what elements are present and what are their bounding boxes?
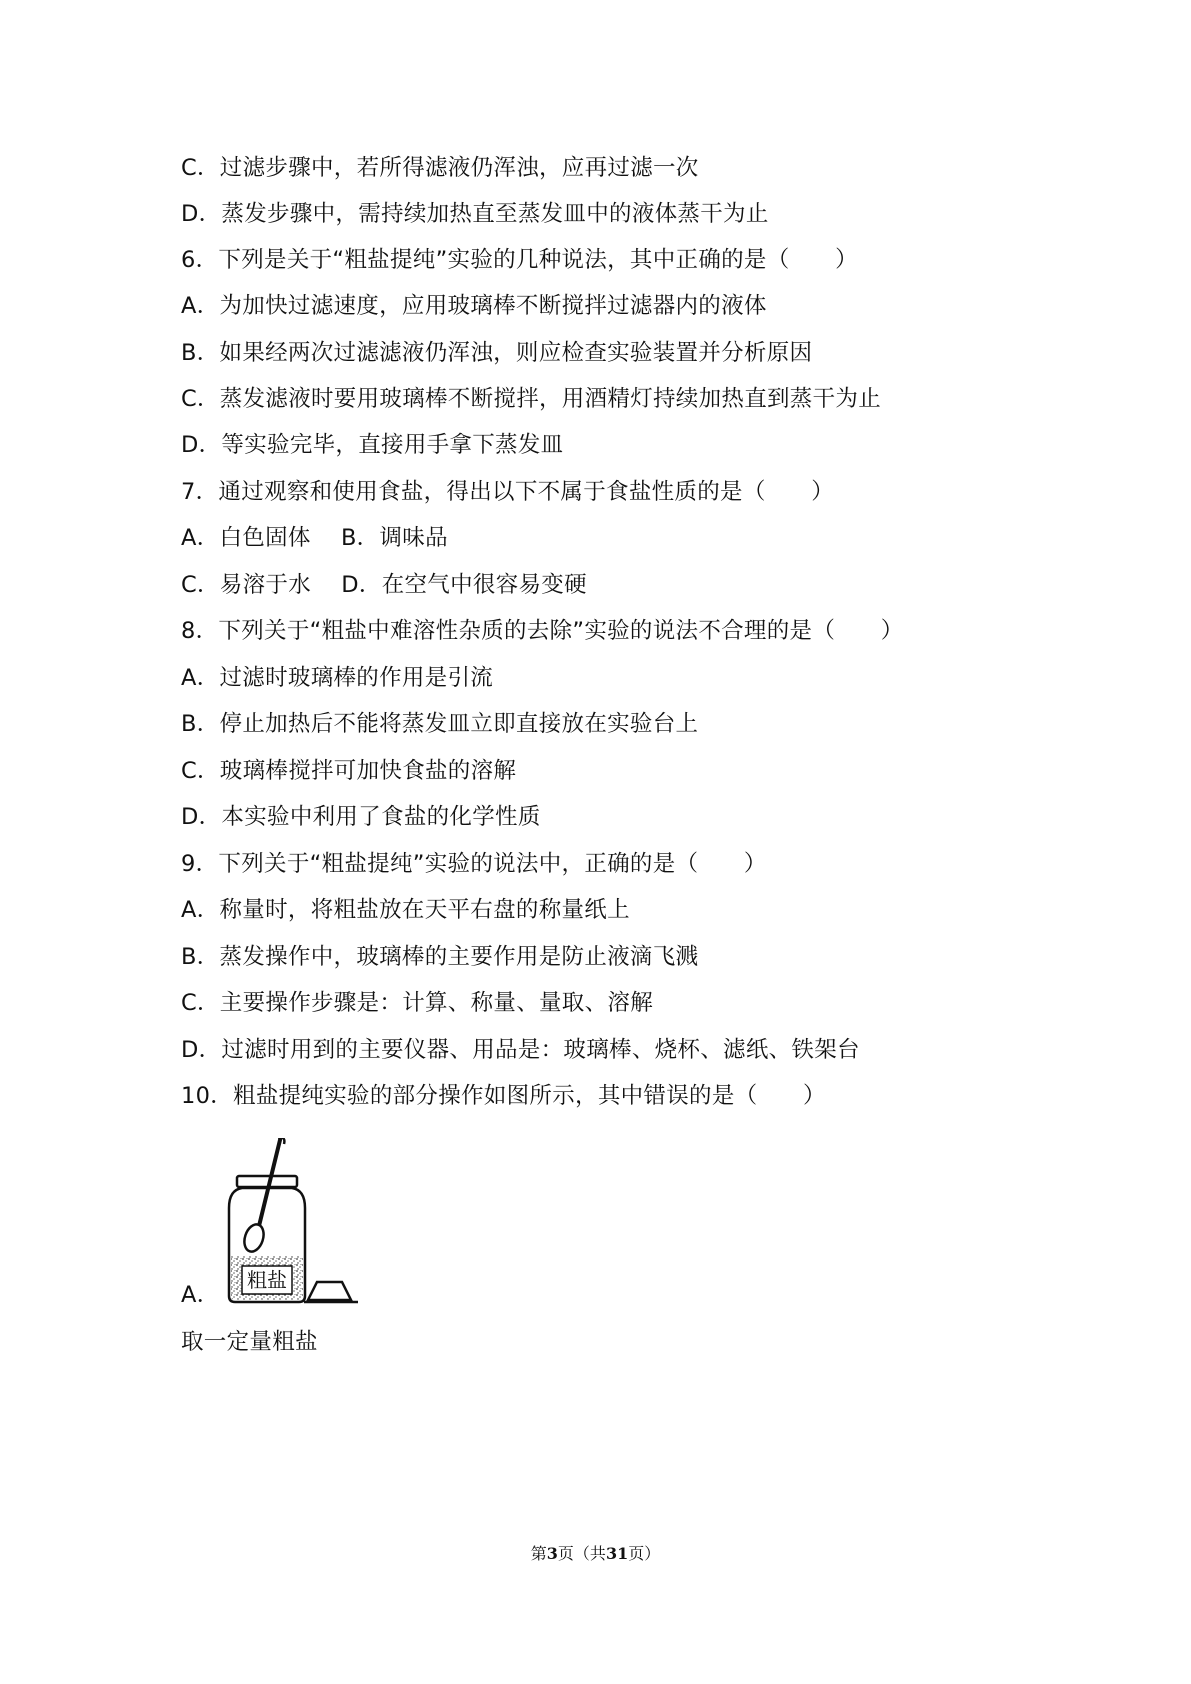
- footer-middle: 页（共: [557, 1544, 606, 1563]
- jar-label-text: 粗盐: [247, 1268, 287, 1292]
- text-line: B．蒸发操作中，玻璃棒的主要作用是防止液滴飞溅: [181, 944, 699, 970]
- text-line: A．白色固体 B．调味品: [181, 525, 448, 551]
- salt-jar-illustration: [212, 1138, 372, 1308]
- text-line: D．过滤时用到的主要仪器、用品是：玻璃棒、烧杯、滤纸、铁架台: [181, 1037, 860, 1063]
- text-line: A．过滤时玻璃棒的作用是引流: [181, 665, 494, 691]
- text-line: B．如果经两次过滤滤液仍浑浊，则应检查实验装置并分析原因: [181, 340, 813, 366]
- text-line: A．称量时，将粗盐放在天平右盘的称量纸上: [181, 897, 630, 923]
- text-line: 10．粗盐提纯实验的部分操作如图所示，其中错误的是（ ）: [181, 1083, 826, 1109]
- text-line: C．蒸发滤液时要用玻璃棒不断搅拌，用酒精灯持续加热直到蒸干为止: [181, 386, 882, 412]
- text-line: D．本实验中利用了食盐的化学性质: [181, 804, 541, 830]
- salt-jar-figure: [212, 1138, 372, 1308]
- text-line: 9．下列关于“粗盐提纯”实验的说法中，正确的是（ ）: [181, 851, 767, 877]
- text-line: 7．通过观察和使用食盐，得出以下不属于食盐性质的是（ ）: [181, 479, 835, 505]
- option-a-label: A．: [181, 1282, 220, 1308]
- text-line: 6．下列是关于“粗盐提纯”实验的几种说法，其中正确的是（ ）: [181, 247, 858, 273]
- text-line: D．等实验完毕，直接用手拿下蒸发皿: [181, 432, 564, 458]
- figure-caption: 取一定量粗盐: [181, 1329, 318, 1355]
- text-line: C．过滤步骤中，若所得滤液仍浑浊，应再过滤一次: [181, 155, 699, 181]
- footer-suffix: 页）: [628, 1544, 661, 1563]
- text-line: A．为加快过滤速度，应用玻璃棒不断搅拌过滤器内的液体: [181, 293, 767, 319]
- text-line: C．主要操作步骤是：计算、称量、量取、溶解: [181, 990, 654, 1016]
- stopper-shape: [308, 1282, 351, 1300]
- text-line: B．停止加热后不能将蒸发皿立即直接放在实验台上: [181, 711, 699, 737]
- text-line: D．蒸发步骤中，需持续加热直至蒸发皿中的液体蒸干为止: [181, 201, 769, 227]
- footer-total-pages: 31: [605, 1544, 629, 1563]
- text-line: C．易溶于水 D．在空气中很容易变硬: [181, 572, 587, 598]
- text-line: C．玻璃棒搅拌可加快食盐的溶解: [181, 758, 517, 784]
- text-line: 8．下列关于“粗盐中难溶性杂质的去除”实验的说法不合理的是（ ）: [181, 618, 904, 644]
- footer-page-number: 3: [546, 1544, 558, 1563]
- footer-prefix: 第: [530, 1544, 547, 1563]
- page-footer: [0, 1543, 1191, 1565]
